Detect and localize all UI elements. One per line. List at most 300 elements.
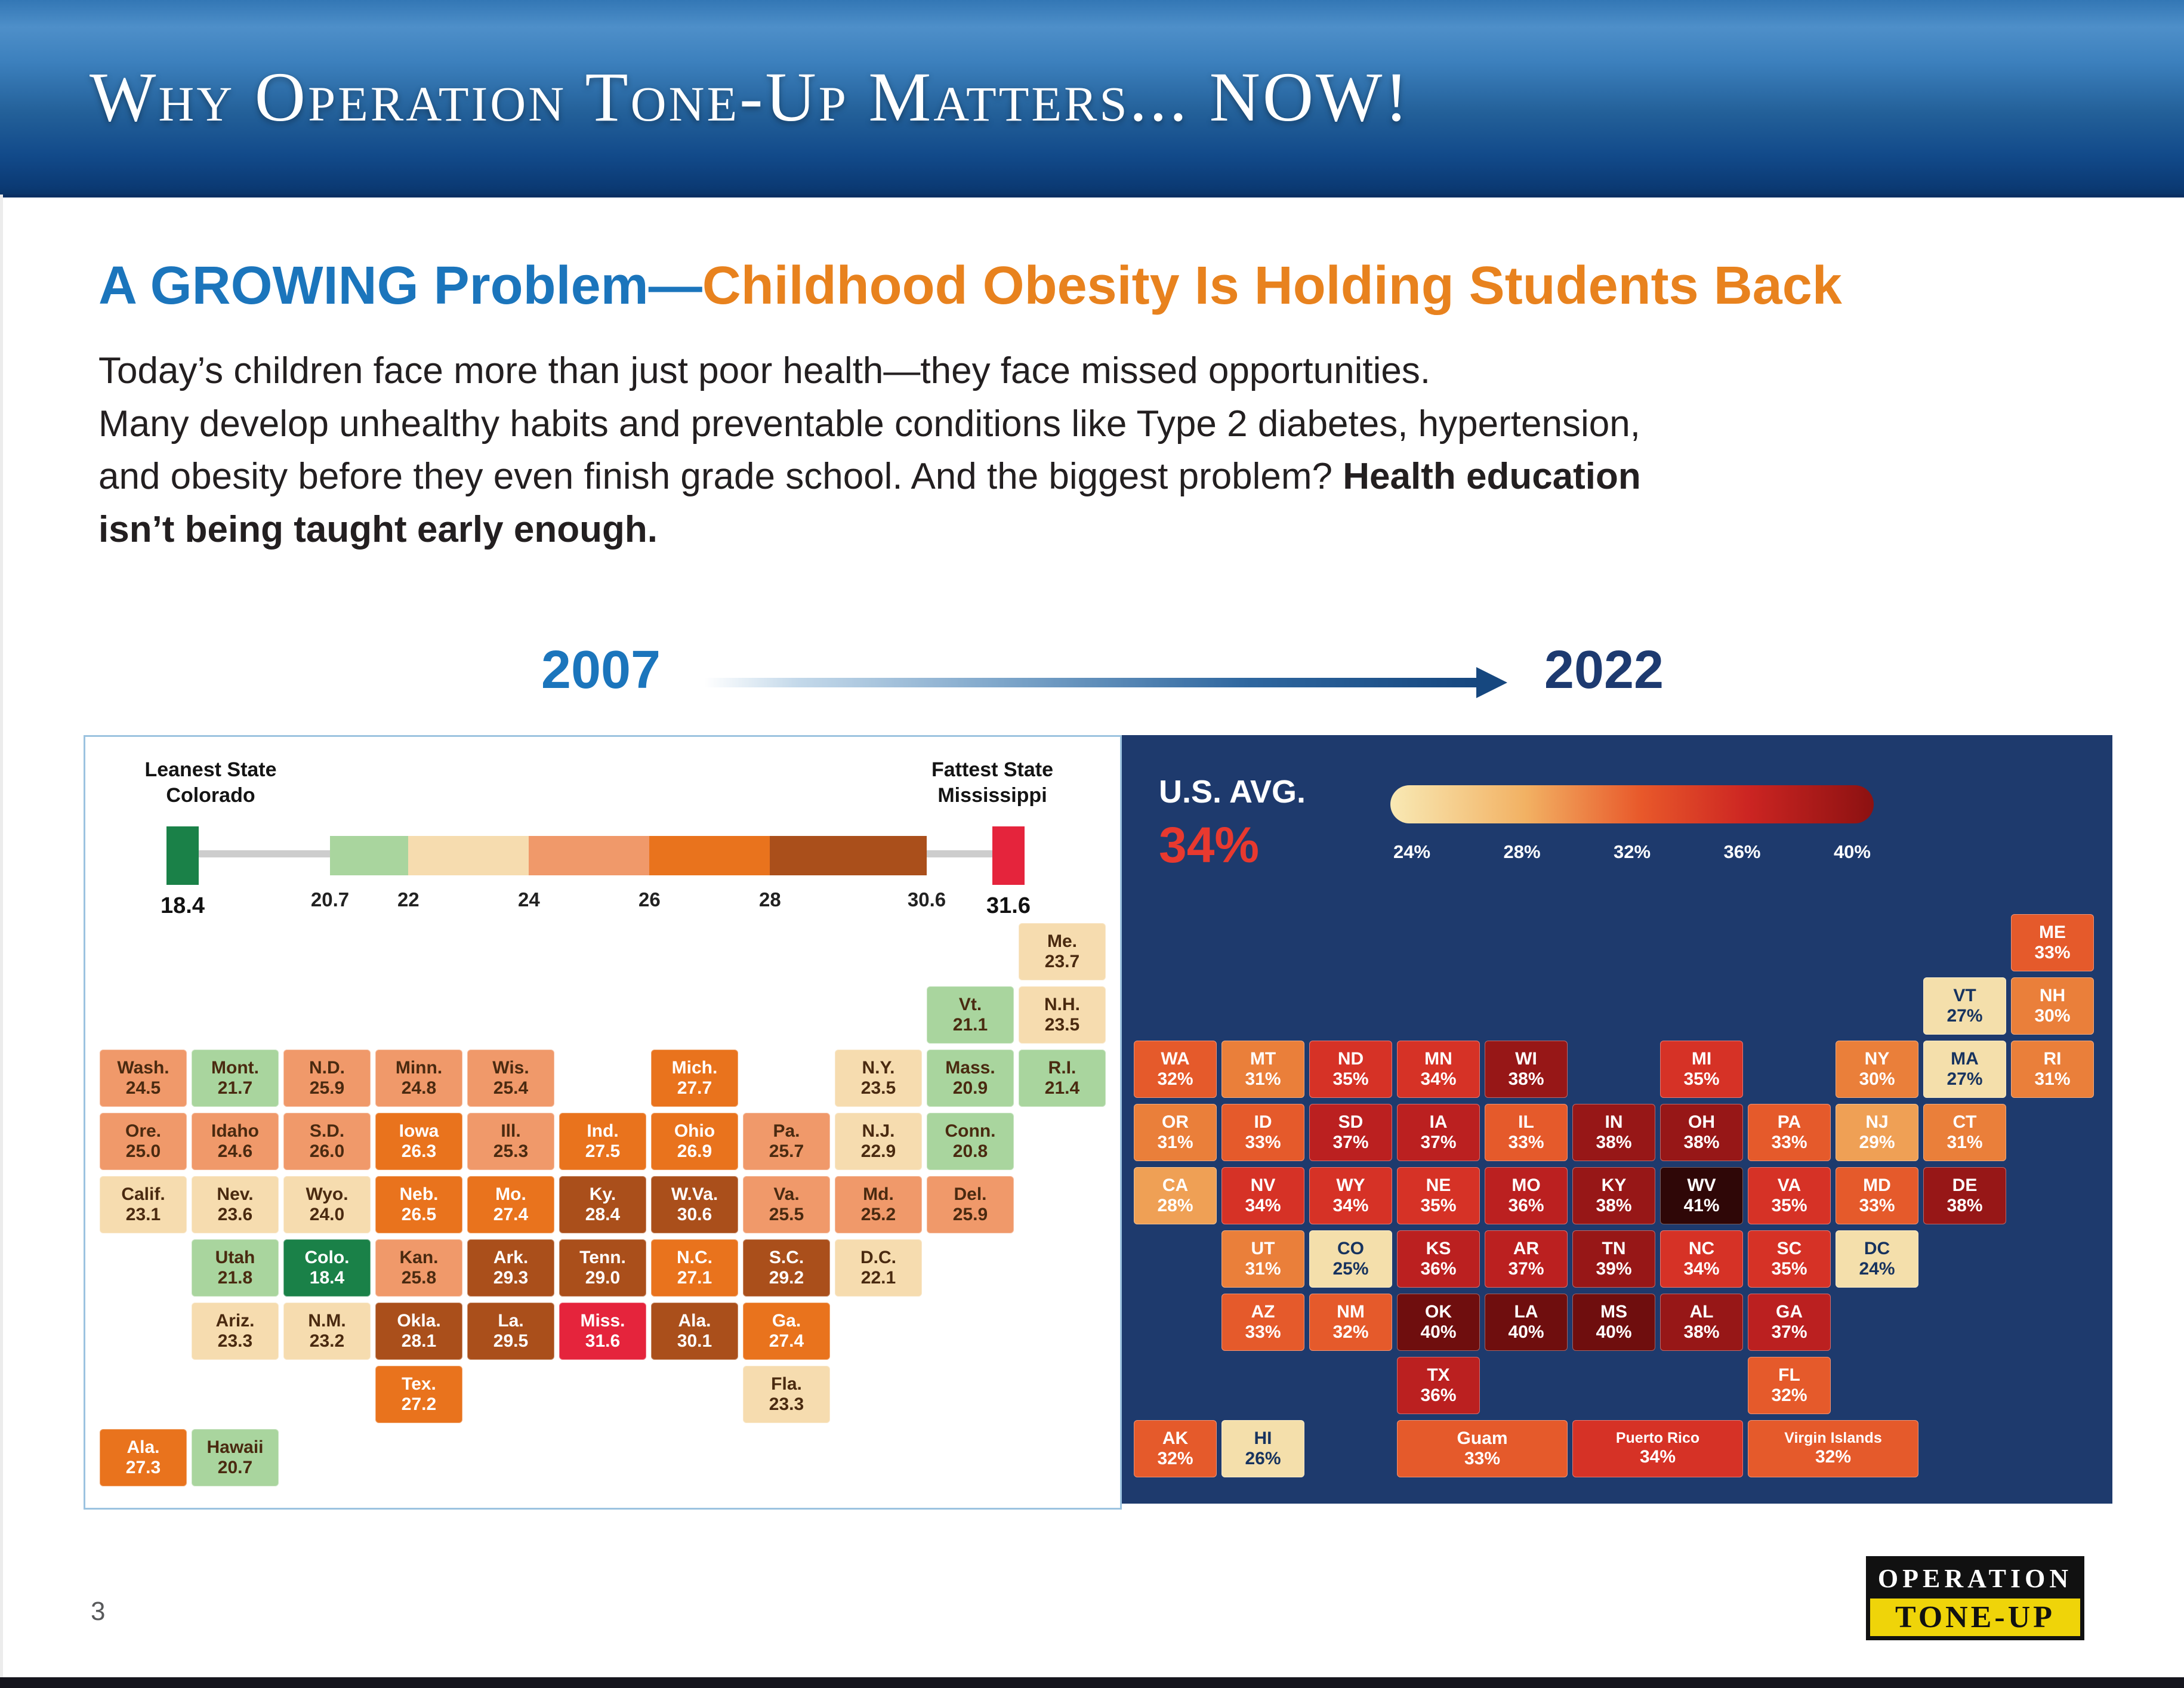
state-tile-NY xyxy=(1836,1041,1918,1098)
state-abbr: MO xyxy=(1511,1175,1541,1195)
state-value: 31% xyxy=(1245,1069,1281,1089)
state-value: 27.3 xyxy=(125,1458,161,1477)
state-value: 24.6 xyxy=(217,1141,253,1161)
state-value: 25.0 xyxy=(125,1141,161,1161)
state-tile-WA xyxy=(1134,1041,1217,1098)
state-value: 33% xyxy=(1508,1132,1544,1152)
state-value: 20.8 xyxy=(952,1141,988,1161)
state-value: 38% xyxy=(1596,1196,1632,1215)
state-tile-DC xyxy=(835,1239,922,1297)
state-abbr: HI xyxy=(1254,1428,1272,1448)
map-panel-2007 xyxy=(84,735,1122,1510)
state-abbr: CA xyxy=(1162,1175,1189,1195)
state-tile-NC xyxy=(651,1239,738,1297)
state-abbr: SC xyxy=(1776,1238,1802,1258)
state-value: 31% xyxy=(2034,1069,2071,1089)
state-abbr: OR xyxy=(1162,1112,1189,1132)
state-value: 29.3 xyxy=(493,1268,529,1288)
state-value: 29.5 xyxy=(493,1331,529,1351)
state-abbr: Conn. xyxy=(945,1121,996,1141)
state-abbr: IA xyxy=(1429,1112,1448,1132)
state-value: 25% xyxy=(1332,1259,1369,1279)
state-abbr: RI xyxy=(2043,1048,2062,1069)
state-abbr: NH xyxy=(2039,985,2066,1005)
state-abbr: Hawaii xyxy=(206,1437,264,1457)
state-abbr: Calif. xyxy=(121,1184,165,1204)
state-value: 34% xyxy=(1420,1069,1457,1089)
state-value: 31% xyxy=(1947,1132,1983,1152)
state-value: 23.6 xyxy=(217,1205,253,1224)
legend-tick-36: 36% xyxy=(1723,841,1761,862)
state-tile-Mass xyxy=(927,1050,1014,1107)
legend-tick-24: 24% xyxy=(1393,841,1431,862)
state-value: 34% xyxy=(1639,1447,1676,1467)
intro-line-4 xyxy=(98,504,2103,557)
state-tile-NE xyxy=(1397,1167,1480,1224)
state-value: 33% xyxy=(1859,1196,1895,1215)
state-tile-Hawaii xyxy=(192,1429,279,1486)
state-tile-ND xyxy=(1309,1041,1392,1098)
state-value: 23.2 xyxy=(309,1331,345,1351)
state-value: 38% xyxy=(1683,1132,1720,1152)
state-value: 27.1 xyxy=(677,1268,712,1288)
intro-line-2-text: Many develop unhealthy habits and preventable conditions like Type 2 diabetes, hypertension, xyxy=(98,403,1640,445)
legend-tick-28: 28% xyxy=(1503,841,1541,862)
state-tile-RI xyxy=(2011,1041,2094,1098)
state-abbr: AR xyxy=(1513,1238,1540,1258)
state-tile-AL xyxy=(1660,1294,1743,1351)
state-tile-NJ xyxy=(1836,1104,1918,1161)
state-abbr: N.D. xyxy=(309,1057,345,1078)
state-value: 25.9 xyxy=(309,1078,345,1098)
state-value: 24.5 xyxy=(125,1078,161,1098)
state-abbr: N.C. xyxy=(677,1247,712,1267)
state-value: 30% xyxy=(1859,1069,1895,1089)
state-tile-VA xyxy=(1748,1167,1831,1224)
state-tile-Tex xyxy=(375,1366,462,1423)
legend-tick: 30.6 xyxy=(907,888,946,911)
legend-tick-32: 32% xyxy=(1613,841,1651,862)
state-tile-Ga xyxy=(743,1303,830,1360)
state-value: 25.8 xyxy=(401,1268,437,1288)
state-abbr: Miss. xyxy=(580,1310,625,1331)
state-abbr: DC xyxy=(1864,1238,1890,1258)
state-value: 32% xyxy=(1157,1069,1193,1089)
legend-max-value: 31.6 xyxy=(986,893,1031,918)
slide-left-edge xyxy=(0,195,3,1677)
state-tile-Ind xyxy=(559,1113,646,1170)
state-value: 30.1 xyxy=(677,1331,712,1351)
state-abbr: N.Y. xyxy=(862,1057,895,1078)
state-tile-Del xyxy=(927,1176,1014,1233)
state-tile-Guam xyxy=(1397,1420,1568,1477)
year-transition-arrow-head xyxy=(1476,667,1507,698)
state-value: 25.9 xyxy=(952,1205,988,1224)
state-abbr: Wyo. xyxy=(306,1184,348,1204)
heading-blue-part: A GROWING Problem xyxy=(98,256,649,316)
state-abbr: ND xyxy=(1337,1048,1364,1069)
state-value: 25.3 xyxy=(493,1141,529,1161)
state-tile-Pa xyxy=(743,1113,830,1170)
state-value: 21.7 xyxy=(217,1078,253,1098)
state-value: 25.2 xyxy=(860,1205,896,1224)
state-value: 36% xyxy=(1420,1259,1457,1279)
state-abbr: AL xyxy=(1689,1301,1714,1322)
state-abbr: AK xyxy=(1162,1428,1189,1448)
state-abbr: KY xyxy=(1601,1175,1627,1195)
state-value: 35% xyxy=(1771,1196,1807,1215)
legend-tick: 20.7 xyxy=(310,888,350,911)
state-value: 36% xyxy=(1420,1385,1457,1405)
state-abbr: Utah xyxy=(215,1247,255,1267)
state-abbr: ID xyxy=(1254,1112,1272,1132)
state-tile-RI xyxy=(1019,1050,1106,1107)
slide-header-banner xyxy=(0,0,2184,198)
state-abbr: OK xyxy=(1425,1301,1452,1322)
state-tile-Iowa xyxy=(375,1113,462,1170)
state-abbr: S.D. xyxy=(309,1121,345,1141)
state-value: 27% xyxy=(1947,1006,1983,1026)
state-value: 33% xyxy=(1245,1322,1281,1342)
operation-tone-up-logo xyxy=(1866,1556,2084,1640)
state-abbr: FL xyxy=(1778,1365,1800,1385)
state-tile-NC xyxy=(1660,1230,1743,1288)
state-abbr: NY xyxy=(1864,1048,1890,1069)
intro-paragraph xyxy=(98,345,2103,557)
state-abbr: Ala. xyxy=(127,1437,160,1457)
state-abbr: NJ xyxy=(1865,1112,1889,1132)
state-abbr: Me. xyxy=(1047,931,1077,951)
state-abbr: WY xyxy=(1336,1175,1365,1195)
state-value: 39% xyxy=(1596,1259,1632,1279)
state-tile-Utah xyxy=(192,1239,279,1297)
state-tile-Ala xyxy=(100,1429,187,1486)
state-tile-ID xyxy=(1221,1104,1304,1161)
state-value: 40% xyxy=(1508,1322,1544,1342)
state-value: 27.4 xyxy=(493,1205,529,1224)
state-tile-Okla xyxy=(375,1303,462,1360)
us-avg-value: 34% xyxy=(1159,817,1260,873)
state-value: 33% xyxy=(1245,1132,1281,1152)
state-value: 33% xyxy=(2034,943,2071,962)
state-tile-Md xyxy=(835,1176,922,1233)
state-tile-AK xyxy=(1134,1420,1217,1477)
state-value: 38% xyxy=(1508,1069,1544,1089)
state-abbr: Fla. xyxy=(771,1374,802,1394)
state-tile-MN xyxy=(1397,1041,1480,1098)
state-value: 29% xyxy=(1859,1132,1895,1152)
state-tile-WY xyxy=(1309,1167,1392,1224)
state-tile-Ky xyxy=(559,1176,646,1233)
state-tile-SC xyxy=(743,1239,830,1297)
state-abbr: Va. xyxy=(773,1184,800,1204)
state-tile-SD xyxy=(283,1113,371,1170)
intro-line-2 xyxy=(98,398,2103,451)
state-value: 31% xyxy=(1157,1132,1193,1152)
state-value: 36% xyxy=(1508,1196,1544,1215)
state-tile-Colo xyxy=(283,1239,371,1297)
state-abbr: La. xyxy=(498,1310,524,1331)
state-abbr: Kan. xyxy=(399,1247,439,1267)
state-value: 35% xyxy=(1771,1259,1807,1279)
state-abbr: Ore. xyxy=(125,1121,162,1141)
state-value: 26.3 xyxy=(401,1141,437,1161)
state-abbr: Wis. xyxy=(492,1057,529,1078)
state-abbr: Md. xyxy=(863,1184,894,1204)
state-abbr: VT xyxy=(1953,985,1976,1005)
state-abbr: CO xyxy=(1337,1238,1364,1258)
state-value: 38% xyxy=(1947,1196,1983,1215)
state-value: 38% xyxy=(1596,1132,1632,1152)
state-tile-Ore xyxy=(100,1113,187,1170)
state-value: 37% xyxy=(1420,1132,1457,1152)
state-value: 27.7 xyxy=(677,1078,712,1098)
state-abbr: MI xyxy=(1691,1048,1712,1069)
state-tile-WV xyxy=(1660,1167,1743,1224)
state-abbr: Del. xyxy=(954,1184,987,1204)
state-abbr: Tex. xyxy=(402,1374,436,1394)
state-tile-Fla xyxy=(743,1366,830,1423)
slide-title: Why Operation Tone-Up Matters... NOW! xyxy=(90,58,1411,136)
state-value: 20.7 xyxy=(217,1458,253,1477)
legend-min-value: 18.4 xyxy=(161,893,205,918)
state-abbr: IN xyxy=(1605,1112,1623,1132)
state-value: 27.2 xyxy=(401,1394,437,1414)
state-tile-KY xyxy=(1572,1167,1655,1224)
state-value: 30% xyxy=(2034,1006,2071,1026)
state-tile-Neb xyxy=(375,1176,462,1233)
fattest-label-line2: Mississippi xyxy=(937,783,1047,807)
state-tile-Ohio xyxy=(651,1113,738,1170)
state-tile-AR xyxy=(1485,1230,1568,1288)
state-abbr: D.C. xyxy=(860,1247,896,1267)
state-value: 21.8 xyxy=(217,1268,253,1288)
state-value: 22.9 xyxy=(860,1141,896,1161)
year-label-2007: 2007 xyxy=(541,640,661,700)
state-value: 32% xyxy=(1815,1447,1852,1467)
state-tile-Nev xyxy=(192,1176,279,1233)
intro-line-4-bold: isn’t being taught early enough. xyxy=(98,508,658,550)
state-abbr: UT xyxy=(1251,1238,1275,1258)
state-tile-MA xyxy=(1923,1041,2006,1098)
state-tile-OH xyxy=(1660,1104,1743,1161)
state-abbr: NE xyxy=(1426,1175,1451,1195)
state-value: 25.4 xyxy=(493,1078,529,1098)
state-abbr: ME xyxy=(2039,922,2066,942)
state-tile-WVa xyxy=(651,1176,738,1233)
state-abbr: OH xyxy=(1688,1112,1715,1132)
state-tile-Minn xyxy=(375,1050,462,1107)
state-tile-DE xyxy=(1923,1167,2006,1224)
state-abbr: NV xyxy=(1250,1175,1276,1195)
state-value: 21.1 xyxy=(952,1015,988,1035)
state-abbr: Neb. xyxy=(399,1184,439,1204)
state-abbr: Mo. xyxy=(495,1184,526,1204)
state-tile-NJ xyxy=(835,1113,922,1170)
state-value: 28.1 xyxy=(401,1331,437,1351)
state-value: 28% xyxy=(1157,1196,1193,1215)
state-value: 34% xyxy=(1245,1196,1281,1215)
state-tile-LA xyxy=(1485,1294,1568,1351)
state-abbr: SD xyxy=(1338,1112,1364,1132)
state-value: 24% xyxy=(1859,1259,1895,1279)
year-transition-arrow xyxy=(704,678,1477,687)
state-abbr: Nev. xyxy=(217,1184,254,1204)
state-abbr: S.C. xyxy=(769,1247,804,1267)
state-value: 23.7 xyxy=(1044,952,1080,971)
state-abbr: Minn. xyxy=(395,1057,443,1078)
state-value: 25.5 xyxy=(769,1205,804,1224)
state-tile-DC xyxy=(1836,1230,1918,1288)
state-abbr: MD xyxy=(1863,1175,1891,1195)
state-abbr: Virgin Islands xyxy=(1784,1430,1882,1447)
state-value: 24.0 xyxy=(309,1205,345,1224)
state-value: 23.5 xyxy=(860,1078,896,1098)
heading-orange-part: Childhood Obesity Is Holding Students Back xyxy=(702,256,1842,316)
state-tile-ME xyxy=(2011,914,2094,971)
state-value: 35% xyxy=(1683,1069,1720,1089)
us-avg-label: U.S. AVG. xyxy=(1159,774,1306,810)
state-value: 31.6 xyxy=(585,1331,621,1351)
state-abbr: Tenn. xyxy=(579,1247,626,1267)
state-tile-MS xyxy=(1572,1294,1655,1351)
state-value: 34% xyxy=(1683,1259,1720,1279)
state-value: 41% xyxy=(1683,1196,1720,1215)
state-value: 33% xyxy=(1771,1132,1807,1152)
map-2022-tiles xyxy=(1122,735,2112,1504)
state-abbr: GA xyxy=(1776,1301,1803,1322)
logo-tone-up-text: TONE-UP xyxy=(1866,1598,2084,1640)
state-value: 31% xyxy=(1245,1259,1281,1279)
state-abbr: WI xyxy=(1515,1048,1537,1069)
state-value: 26.9 xyxy=(677,1141,712,1161)
page-number: 3 xyxy=(91,1597,106,1626)
state-value: 29.2 xyxy=(769,1268,804,1288)
state-abbr: CT xyxy=(1952,1112,1977,1132)
state-abbr: Ariz. xyxy=(215,1310,255,1331)
state-tile-Me xyxy=(1019,923,1106,980)
state-abbr: NM xyxy=(1337,1301,1365,1322)
state-tile-VirginIslands xyxy=(1748,1420,1918,1477)
state-abbr: Ga. xyxy=(772,1310,801,1331)
state-abbr: N.H. xyxy=(1044,994,1080,1014)
state-abbr: Ohio xyxy=(674,1121,715,1141)
state-value: 30.6 xyxy=(677,1205,712,1224)
state-tile-MD xyxy=(1836,1167,1918,1224)
state-value: 24.8 xyxy=(401,1078,437,1098)
state-value: 23.3 xyxy=(769,1394,804,1414)
state-tile-MO xyxy=(1485,1167,1568,1224)
state-abbr: KS xyxy=(1426,1238,1451,1258)
map-2007-tiles xyxy=(85,737,1120,1508)
state-abbr: Iowa xyxy=(399,1121,439,1141)
state-tile-Mo xyxy=(467,1176,554,1233)
state-tile-PA xyxy=(1748,1104,1831,1161)
state-abbr: R.I. xyxy=(1048,1057,1076,1078)
state-abbr: WV xyxy=(1687,1175,1716,1195)
state-tile-NH xyxy=(2011,977,2094,1035)
state-value: 40% xyxy=(1596,1322,1632,1342)
state-value: 32% xyxy=(1157,1449,1193,1468)
state-abbr: WA xyxy=(1161,1048,1190,1069)
state-value: 40% xyxy=(1420,1322,1457,1342)
state-value: 27% xyxy=(1947,1069,1983,1089)
state-value: 35% xyxy=(1332,1069,1369,1089)
state-value: 23.5 xyxy=(1044,1015,1080,1035)
state-tile-VT xyxy=(1923,977,2006,1035)
state-abbr: N.J. xyxy=(862,1121,895,1141)
state-tile-GA xyxy=(1748,1294,1831,1351)
state-abbr: Puerto Rico xyxy=(1615,1430,1700,1447)
state-tile-Idaho xyxy=(192,1113,279,1170)
leanest-label-line1: Leanest State xyxy=(144,758,277,781)
state-value: 37% xyxy=(1332,1132,1369,1152)
state-tile-UT xyxy=(1221,1230,1304,1288)
intro-line-3-text: and obesity before they even finish grade school. And the biggest problem? xyxy=(98,456,1343,498)
state-abbr: Wash. xyxy=(117,1057,169,1078)
state-value: 32% xyxy=(1332,1322,1369,1342)
state-value: 26.0 xyxy=(309,1141,345,1161)
state-tile-SD xyxy=(1309,1104,1392,1161)
state-abbr: Idaho xyxy=(211,1121,259,1141)
state-tile-FL xyxy=(1748,1357,1831,1414)
state-value: 38% xyxy=(1683,1322,1720,1342)
state-abbr: NC xyxy=(1688,1238,1715,1258)
state-tile-PuertoRico xyxy=(1572,1420,1743,1477)
state-tile-Vt xyxy=(927,986,1014,1044)
intro-line-3 xyxy=(98,450,2103,504)
state-abbr: MT xyxy=(1250,1048,1276,1069)
state-value: 28.4 xyxy=(585,1205,621,1224)
state-tile-AZ xyxy=(1221,1294,1304,1351)
state-abbr: W.Va. xyxy=(671,1184,718,1204)
legend-tick: 24 xyxy=(517,888,540,911)
state-tile-NM xyxy=(283,1303,371,1360)
state-abbr: MS xyxy=(1600,1301,1627,1322)
state-abbr: AZ xyxy=(1251,1301,1275,1322)
state-value: 25.7 xyxy=(769,1141,804,1161)
state-tile-IA xyxy=(1397,1104,1480,1161)
state-value: 18.4 xyxy=(309,1268,345,1288)
state-tile-Va xyxy=(743,1176,830,1233)
state-tile-IL xyxy=(1485,1104,1568,1161)
state-abbr: Ark. xyxy=(493,1247,529,1267)
state-tile-TX xyxy=(1397,1357,1480,1414)
heading-dash: — xyxy=(648,256,702,316)
state-tile-MT xyxy=(1221,1041,1304,1098)
state-tile-CO xyxy=(1309,1230,1392,1288)
state-tile-Tenn xyxy=(559,1239,646,1297)
state-tile-MI xyxy=(1660,1041,1743,1098)
state-abbr: LA xyxy=(1514,1301,1538,1322)
map-panel-2022 xyxy=(1122,735,2112,1504)
state-abbr: VA xyxy=(1777,1175,1802,1195)
state-tile-HI xyxy=(1221,1420,1304,1477)
state-abbr: Mich. xyxy=(671,1057,718,1078)
state-tile-Ariz xyxy=(192,1303,279,1360)
state-tile-IN xyxy=(1572,1104,1655,1161)
state-abbr: Ind. xyxy=(587,1121,619,1141)
state-value: 34% xyxy=(1332,1196,1369,1215)
state-abbr: DE xyxy=(1952,1175,1978,1195)
state-tile-NM xyxy=(1309,1294,1392,1351)
legend-tick-40: 40% xyxy=(1833,841,1871,862)
state-abbr: Ala. xyxy=(678,1310,711,1331)
state-abbr: N.M. xyxy=(308,1310,346,1331)
section-heading xyxy=(98,255,1842,317)
state-abbr: Ill. xyxy=(501,1121,521,1141)
legend-tick: 22 xyxy=(397,888,419,911)
